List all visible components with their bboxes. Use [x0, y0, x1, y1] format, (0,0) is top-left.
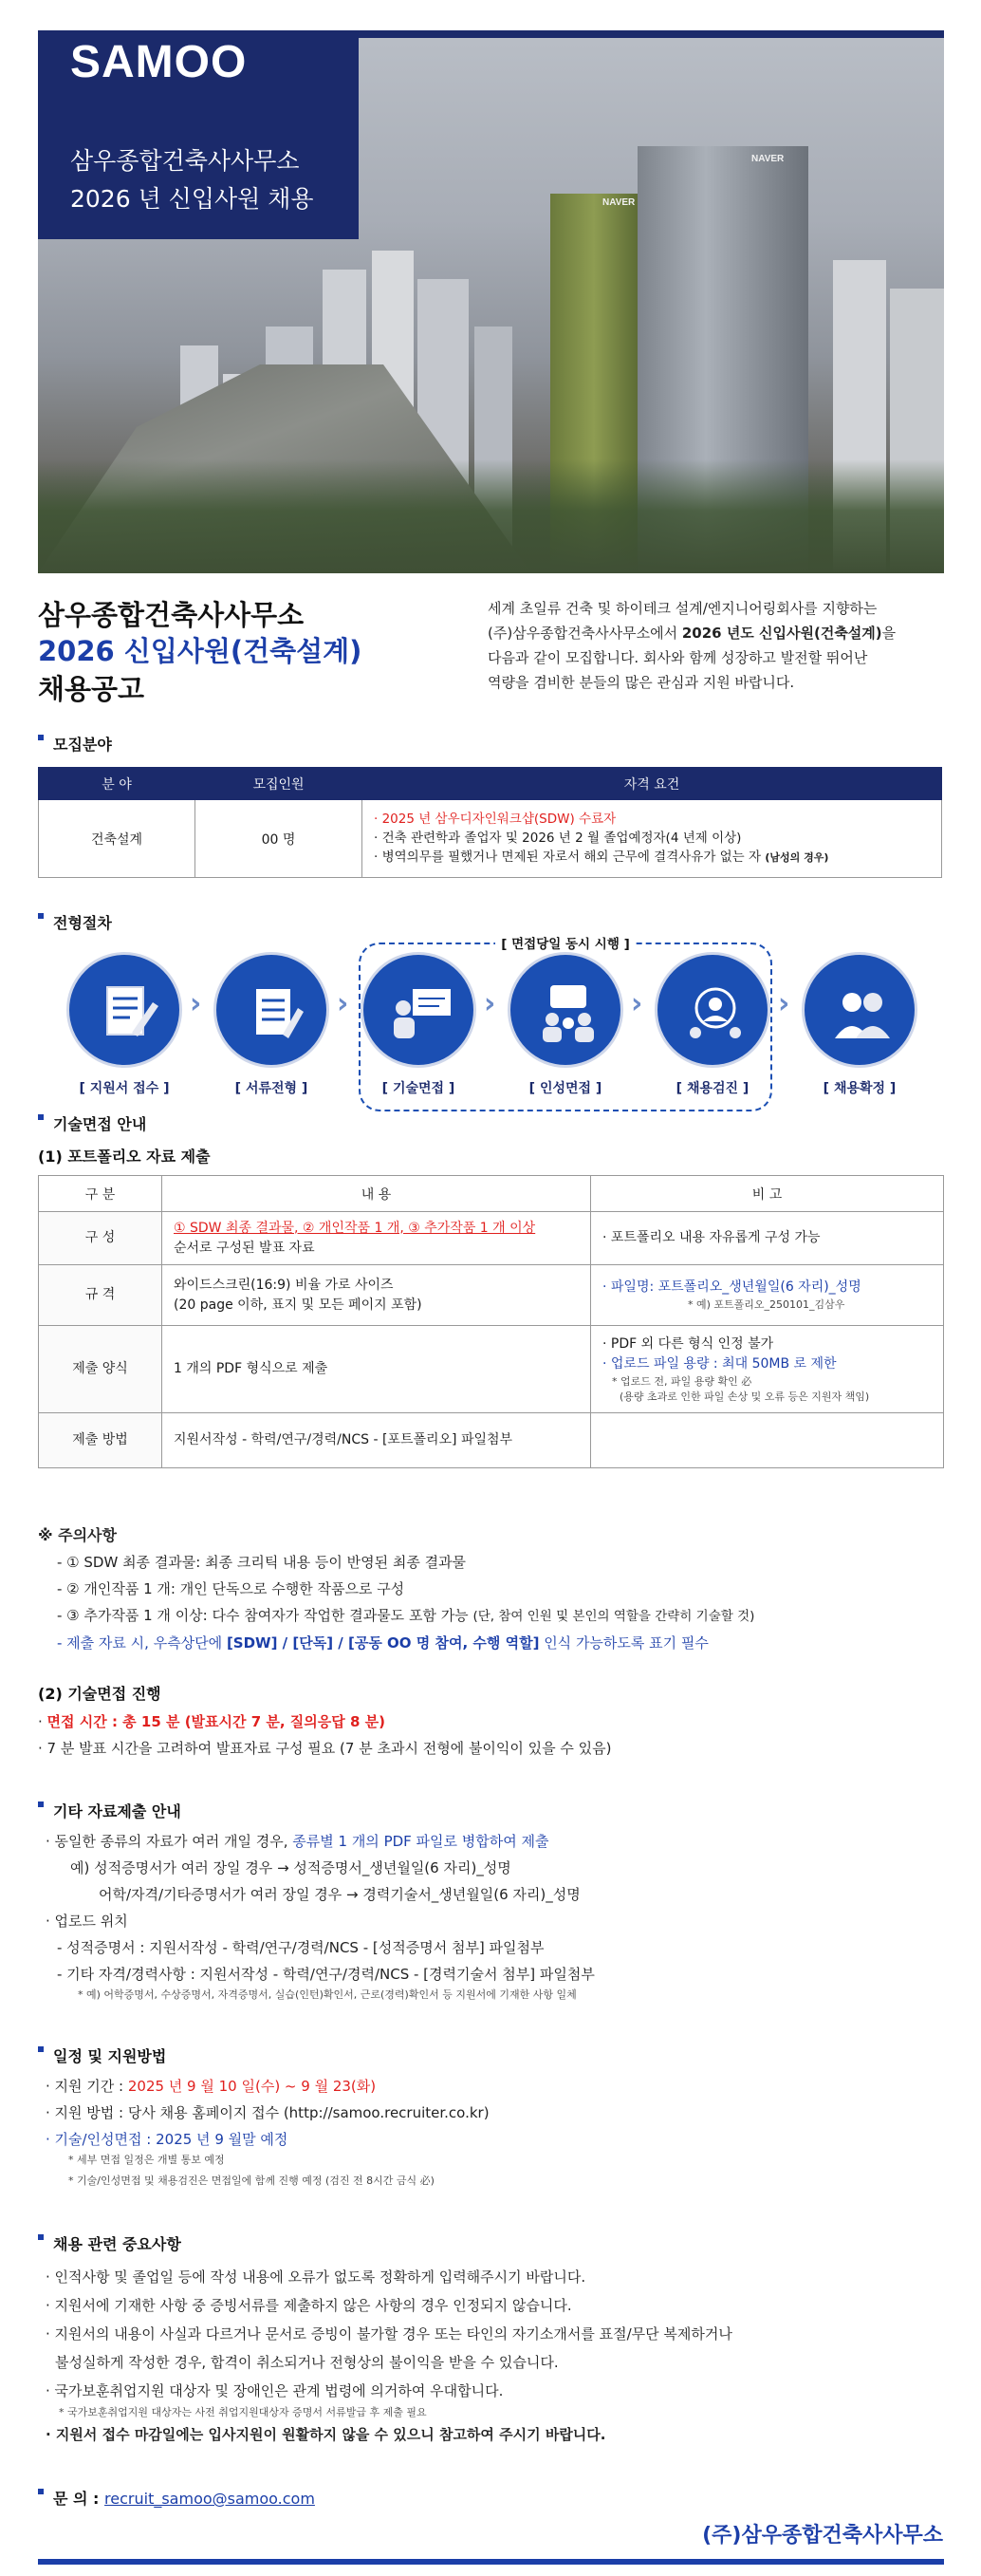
interview-subtitle: (2) 기술면접 진행	[38, 1685, 161, 1703]
caution-item: - 제출 자료 시, 우측상단에 [SDW] / [단독] / [공동 OO 명 참여, 수행 역할] 인식 가능하도록 표기 필수	[57, 1634, 709, 1652]
interview-info	[38, 1708, 949, 1762]
requirement-item: · 2025 년 삼우디자인워크샵(SDW) 수료자	[374, 812, 617, 827]
building-sign: NAVER	[751, 154, 785, 164]
row-label: 제출 방법	[39, 1413, 162, 1468]
hero-title-company: 삼우종합건축사사무소	[70, 147, 300, 175]
section-recruit-title: 모집분야	[38, 733, 112, 755]
table-header: 비 고	[591, 1176, 944, 1212]
table-header: 분 야	[39, 768, 195, 800]
etc-line: · 업로드 위치	[46, 1913, 128, 1930]
row-note: · 파일명: 포트폴리오_생년월일(6 자리)_성명 * 예) 포트폴리오_250101_김삼우	[591, 1265, 944, 1326]
table-row	[39, 1326, 944, 1413]
intro-title-company: 삼우종합건축사사무소	[38, 599, 305, 631]
section-process-title: 전형절차	[38, 911, 112, 933]
schedule-note: * 세부 면접 일정은 개별 통보 예정	[68, 2154, 225, 2166]
etc-line: · 동일한 종류의 자료가 여러 개일 경우, 종류별 1 개의 PDF 파일로 병합하여 제출	[46, 1833, 549, 1850]
row-content: 지원서작성 - 학력/연구/경력/NCS - [포트폴리오] 파일첨부	[162, 1413, 591, 1468]
contact-email-link[interactable]: recruit_samoo@samoo.com	[104, 2490, 315, 2508]
section-tech-title: 기술면접 안내	[38, 1112, 146, 1134]
section-marker	[38, 2046, 44, 2052]
table-header: 자격 요건	[362, 768, 942, 800]
step-apply-icon	[66, 952, 182, 1068]
row-label: 규 격	[39, 1265, 162, 1326]
section-marker	[38, 1801, 44, 1807]
row-label: 구 성	[39, 1212, 162, 1265]
etc-line: 예) 성적증명서가 여러 장일 경우 → 성적증명서_생년월일(6 자리)_성명	[70, 1859, 511, 1876]
footer-company: (주)삼우종합건축사사무소	[702, 2524, 943, 2548]
etc-note: * 예) 어학증명서, 수상증명서, 자격증명서, 실습(인턴)확인서, 근로(경력)확인서 등 지원서에 기재한 사항 일체	[78, 1988, 577, 2001]
step-label: [ 기술면접 ]	[381, 1081, 455, 1096]
important-note: * 국가보훈취업지원 대상자는 사전 취업지원대상자 증명서 서류발급 후 제출 필요	[59, 2406, 427, 2418]
samoo-logo: SAMOO	[70, 37, 248, 87]
portfolio-subtitle: (1) 포트폴리오 자료 제출	[38, 1148, 211, 1166]
table-row	[39, 1413, 944, 1468]
step-label: [ 지원서 접수 ]	[79, 1081, 170, 1096]
important-line: · 국가보훈취업지원 대상자 및 장애인은 관계 법령에 의거하여 우대합니다.	[46, 2382, 504, 2399]
intro-title-notice: 채용공고	[38, 673, 145, 705]
row-content: 1 개의 PDF 형식으로 제출	[162, 1326, 591, 1413]
caution-item: - ① SDW 최종 결과물: 최종 크리틱 내용 등이 반영된 최종 결과물	[57, 1554, 467, 1571]
logo-panel	[38, 30, 359, 239]
important-line: · 지원서에 기재한 사항 중 증빙서류를 제출하지 않은 사항의 경우 인정되지 않습니다.	[46, 2297, 572, 2314]
row-note: · 포트폴리오 내용 자유롭게 구성 가능	[591, 1212, 944, 1265]
step-document-icon	[213, 952, 329, 1068]
chevron-right-icon: ›	[190, 987, 202, 1020]
tree-line	[38, 459, 944, 573]
intro-line: 다음과 같이 모집합니다. 회사와 함께 성장하고 발전할 뛰어난	[488, 649, 868, 666]
section-schedule-title: 일정 및 지원방법	[38, 2044, 166, 2066]
table-header: 구 분	[39, 1176, 162, 1212]
important-line: · 지원서 접수 마감일에는 입사지원이 원활하지 않을 수 있으니 참고하여 주시기 바랍니다.	[46, 2426, 606, 2443]
hero-banner	[38, 30, 944, 573]
schedule-method: · 지원 방법 : 당사 채용 홈페이지 접수 (http://samoo.recruiter.co.kr)	[46, 2104, 490, 2121]
schedule-info	[46, 2073, 947, 2189]
caution-item: - ③ 추가작품 1 개 이상: 다수 참여자가 작업한 결과물도 포함 가능 (단, 참여 인원 및 본인의 역할을 간략히 기술할 것)	[57, 1607, 755, 1624]
intro-line: 세계 초일류 건축 및 하이테크 설계/엔지니어링회사를 지향하는	[488, 600, 878, 617]
intro-line: 역량을 겸비한 분들의 많은 관심과 지원 바랍니다.	[488, 674, 795, 691]
row-content: ① SDW 최종 결과물, ② 개인작품 1 개, ③ 추가작품 1 개 이상 순서로 구성된 발표 자료	[162, 1212, 591, 1265]
schedule-interview: · 기술/인성면접 : 2025 년 9 월말 예정	[46, 2131, 288, 2148]
row-label: 제출 양식	[39, 1326, 162, 1413]
footer-divider	[38, 2559, 944, 2565]
row-note: · PDF 외 다른 형식 인정 불가 · 업로드 파일 용량 : 최대 50MB 로 제한 * 업로드 전, 파일 용량 확인 必 (용량 초과로 인한 파일 손상 및 오류 등은 지원자 책임)	[591, 1326, 944, 1413]
chevron-right-icon: ›	[778, 987, 790, 1020]
requirement-item: · 건축 관련학과 졸업자 및 2026 년 2 월 졸업예정자(4 년제 이상)	[374, 831, 742, 846]
schedule-note: * 기술/인성면접 및 채용검진은 면접일에 함께 진행 예정 (검진 전 8시간 금식 必)	[68, 2175, 435, 2187]
chevron-right-icon: ›	[631, 987, 643, 1020]
etc-line: - 기타 자격/경력사항 : 지원서작성 - 학력/연구/경력/NCS - [경력기술서 첨부] 파일첨부	[57, 1966, 595, 1983]
portfolio-table	[38, 1175, 944, 1468]
important-line: 불성실하게 작성한 경우, 합격이 취소되거나 전형상의 불이익을 받을 수 있습니다.	[55, 2354, 559, 2371]
row-content: 와이드스크린(16:9) 비율 가로 사이즈 (20 page 이하, 표지 및 모든 페이지 포함)	[162, 1265, 591, 1326]
section-marker	[38, 2489, 44, 2494]
table-header: 내 용	[162, 1176, 591, 1212]
etc-line: - 성적증명서 : 지원서작성 - 학력/연구/경력/NCS - [성적증명서 첨부] 파일첨부	[57, 1939, 545, 1956]
building-sign: NAVER	[602, 197, 636, 208]
interview-time: · 면접 시간 : 총 15 분 (발표시간 7 분, 질의응답 8 분)	[38, 1713, 385, 1730]
step-tech-interview-icon	[361, 952, 476, 1068]
recruit-requirements	[362, 800, 942, 878]
table-header: 모집인원	[195, 768, 362, 800]
table-row	[39, 1212, 944, 1265]
caution-title: ※ 주의사항	[38, 1526, 117, 1544]
section-etc-title: 기타 자료제출 안내	[38, 1800, 181, 1821]
recruit-count: 00 명	[195, 800, 362, 878]
section-marker	[38, 913, 44, 919]
intro-paragraph	[488, 596, 943, 695]
requirement-item: · 병역의무를 필했거나 면제된 자로서 해외 근무에 결격사유가 없는 자 (남성의 경우)	[374, 849, 829, 865]
step-label: [ 채용확정 ]	[823, 1081, 897, 1096]
recruit-field: 건축설계	[39, 800, 195, 878]
interview-day-label: [ 면접당일 동시 시행 ]	[495, 937, 635, 952]
section-marker	[38, 735, 44, 740]
section-important-title: 채용 관련 중요사항	[38, 2232, 181, 2254]
step-health-check-icon	[655, 952, 770, 1068]
schedule-period: · 지원 기간 : 2025 년 9 월 10 일(수) ~ 9 월 23(화)	[46, 2078, 377, 2095]
section-marker	[38, 2234, 44, 2240]
step-label: [ 인성면접 ]	[528, 1081, 602, 1096]
row-note	[591, 1413, 944, 1468]
intro-title-position: 2026 신입사원(건축설계)	[38, 635, 362, 667]
important-info	[46, 2263, 947, 2449]
hero-title-recruit: 2026 년 신입사원 채용	[70, 185, 314, 213]
section-marker	[38, 1114, 44, 1120]
step-label: [ 서류전형 ]	[234, 1081, 308, 1096]
contact-row: 문 의 : recruit_samoo@samoo.com	[38, 2487, 315, 2509]
step-personal-interview-icon	[508, 952, 623, 1068]
chevron-right-icon: ›	[484, 987, 496, 1020]
etc-info	[46, 1828, 947, 2003]
intro-line: (주)삼우종합건축사사무소에서 2026 년도 신입사원(건축설계)을	[488, 625, 897, 642]
caution-item: - ② 개인작품 1 개: 개인 단독으로 수행한 작품으로 구성	[57, 1580, 405, 1597]
etc-line: 어학/자격/기타증명서가 여러 장일 경우 → 경력기술서_생년월일(6 자리)_성명	[99, 1886, 581, 1903]
important-line: · 인적사항 및 졸업일 등에 작성 내용에 오류가 없도록 정확하게 입력해주시기 바랍니다.	[46, 2268, 586, 2286]
interview-note: · 7 분 발표 시간을 고려하여 발표자료 구성 필요 (7 분 초과시 전형에 불이익이 있을 수 있음)	[38, 1740, 612, 1757]
caution-list	[57, 1549, 949, 1656]
important-line: · 지원서의 내용이 사실과 다르거나 문서로 증빙이 불가할 경우 또는 타인의 자기소개서를 표절/무단 복제하거나	[46, 2325, 732, 2343]
step-label: [ 채용검진 ]	[676, 1081, 750, 1096]
table-row	[39, 1265, 944, 1326]
step-confirmed-icon	[802, 952, 917, 1068]
recruit-table	[38, 767, 942, 878]
chevron-right-icon: ›	[337, 987, 349, 1020]
